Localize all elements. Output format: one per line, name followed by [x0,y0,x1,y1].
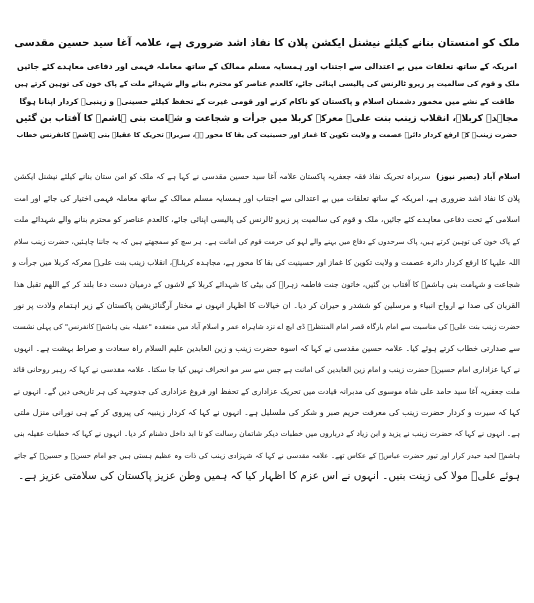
article-line: شجاعت و شہامت بنی ہاشمؑ کا آفتاب بن گئیں، خاتون جنت فاطمہ زہراؑ کی بیٹی کا شہدائے کربلا کے لاشوں کے درمیان دست دعا بلند کر کے اللھم تقبل ھذا [14,279,520,289]
article-line: القربان کی صدا نے ارواح انبیاء و مرسلین کو ششدر و حیران کر دیا۔ ان خیالات کا اظہار انہوں نے مختار آرگنائزیشن پاکستان کے زیر اہتمام ولادت پر نور [14,300,520,310]
article-line: ہاشمؑ لحید حیدر کرار اور تیور حضرت عباسؑ کے عکاس تھے۔ علامہ مقدسی نے کہا کہ شہزادی زینب کی ذات وہ عظیم ہستی ہیں جو امام حسنؑ و حسینؑ کے جاتے [14,450,520,460]
dateline: اسلام آباد (بصیر نیوز) [436,172,520,182]
article-line: نے کہا عزاداری امام حسینؑ حضرت زینب و امام زین العابدین کی امانت ہے جس سے سر مو انحراف نہیں کیا جا سکتا۔ علامہ مقدسی نے کہا کہ رہبر روحانی قائد [12,365,520,375]
article-line: اسلامی کے تحت دفاعی معاہدے کئے جائیں، ملک و قوم کی سالمیت پر زیرو ٹالرنس کی پالیسی اپنائی جائے، کالعدم عناصر کو محترم بنانے والے شہدائے ملت [14,215,520,225]
subheadline-line: امریکہ کے ساتھ تعلقات میں بے اعتدالی سے اجتناب اور ہمسایہ مسلم ممالک کے ساتھ معاملہ فہمی اور دفاعی معاہدے کئے جائیں [17,62,517,71]
article-line: کے پاک خون کی توہین کرتے ہیں، پاک سرحدوں کے دفاع میں بہنے والے لہو کی حرمت قوم کی امانت ہے۔ ہر سچ کو سمجھتے ہیں کہ یہ جاننا چاہئیں، حضرت زینب سلام [14,236,520,246]
article-line: اللہ علیہا کا ارفع کردار دائرہ عصمت و ولایت تکوین کا غماز اور حسینیت کی بقا کا محور ہے، مجاہدہ کربلاؑ، انقلاب زینب بنت علیؑ معرکہ کربلا میں جرأت و [12,258,520,268]
subheadline-line: مجاہدہ کربلاؑ، انقلاب زینب بنت علیؑ معرکہ کربلا میں جرأت و شجاعت و شہامت بنی ہاشمؑ کا آفتاب بن گئیں [15,112,519,124]
subheadline-line: طاقت کے نشے میں مخمور دشمنان اسلام و پاکستان کو ناکام کرنے اور قومی غیرت کے تحفظ کیلئے حسینیؑ و زینبیؑ کردار اپنانا ہوگا [19,96,515,106]
article-line: کہا کہ سیرت و کردار حضرت زینب کی معرفت حریم صبر و شکر کی ملسلیل ہے۔ انہوں نے کہا کہ کردار زینبیہ کی پیروی کر کے ہی نورانی منزل ملتی [14,407,520,417]
subheadline-line: حضرت زینبؑ کے ارفع کردار دائرہ عصمت و ولایت تکوین کا غماز اور حسینیت کی بقا کا محور ہے، سربراہ تحریک کا عقیلہ بنی ہاشمؑ کانفرنس خطاب [16,131,518,140]
article-line: ہے۔ انہوں نے کہا کہ حضرت زینب نے یزید و ابن زیاد کے درباروں میں خطبات دیکر شاتمان رسالت کو تا ابد داخل دشنام کر دیا۔ انہوں نے کہا کہ خطبات عقیلہ بنی [14,429,520,439]
article-line: ملت جعفریہ آغا سید حامد علی شاہ موسوی کی مدبرانہ قیادت میں تحریک عزاداری کے تحفظ اور فروغ عزاداری کی جدوجہد کی ہر تاریخی دیں گے۔ انہوں نے [13,386,520,396]
article-line: پلان کا نفاذ اشد ضروری ہے، امریکہ کے ساتھ تعلقات میں بے اعتدالی سے اجتناب اور ہمسایہ مسلم ممالک کے ساتھ معاملہ فہمی اختیار کی جائے اور امت [14,193,520,203]
article-line [14,166,520,187]
article-line: ہوئے علیؑ مولا کی زینت بنیں۔ انہوں نے اس عزم کا اظہار کیا کہ ہمیں وطن عزیز پاکستان کی سلامتی عزیز ہے۔ [18,470,520,483]
article-line-text: سربراہ تحریک نفاذ فقہ جعفریہ پاکستان علامہ آغا سید حسین مقدسی نے کہا ہے کہ ملک کو امن ستان بنانے کیلئے نیشنل ایکشن [14,172,431,182]
headline: ملک کو امنستان بنانے کیلئے نیشنل ایکشن پلان کا نفاذ اشد ضروری ہے، علامہ آغا سید حسین مقدسی [14,37,520,49]
subheadline-line: ملک و قوم کی سالمیت پر زیرو ٹالرنس کی پالیسی اپنائی جائے، کالعدم عناصر کو محترم بنانے والے شہدائے ملت کے پاک خون کی توہین کرتے ہیں [14,79,520,89]
article-body [14,166,520,487]
headline-block [14,32,520,144]
article-line: حضرت زینب بنت علیؑ کی مناسبت سے امام بارگاہ قصر امام المنتظرؑ ڈی ایچ اے نزد شاہراہ عمر و اسلام آباد میں منعقدہ "عقیلہ بنی ہاشمؑ کانفرنس" کی پہلی نشست [12,322,520,332]
article-line: سے صدارتی خطاب کرتے ہوئے کیا۔ علامہ حسین مقدسی نے کہا کہ اسوہ حضرت زینب و زین العابدین علیم السلام راہ سعادت و صراط بہشت ہے۔ انہوں [14,343,520,353]
